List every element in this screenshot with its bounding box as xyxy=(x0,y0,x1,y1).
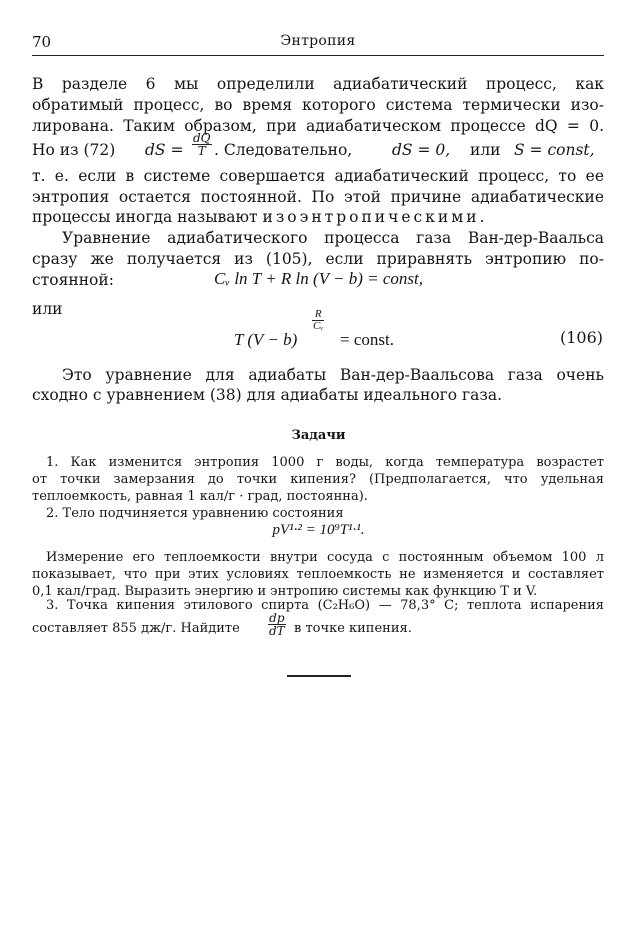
running-title: Энтропия xyxy=(280,33,356,49)
problem-1-line-2: от точки замерзания до точки кипения? (Предполагается, что удельная xyxy=(32,472,604,487)
problems-title: Задачи xyxy=(291,428,346,443)
equation-106-rhs: = const. xyxy=(340,330,394,349)
problem-3-line-1: 3. Точка кипения этилового спирта (C₂H₆O) — 78,3° С; теплота испарения xyxy=(46,598,604,613)
dp-numerator: dp xyxy=(269,611,285,625)
equation-number: (106) xyxy=(560,328,604,347)
problem-1-line-1: 1. Как изменится энтропия 1000 г воды, когда температура возрастет xyxy=(46,455,604,470)
problem-1-line-3: теплоемкость, равная 1 кал/г · град, постоянна). xyxy=(32,489,368,504)
p1-line-1: В разделе 6 мы определили адиабатический процесс, как xyxy=(32,75,604,93)
problem-2-line-2: Измерение его теплоемкости внутри сосуда с постоянным объемом 100 л xyxy=(46,550,604,565)
problem-2-line-1: 2. Тело подчиняется уравнению состояния xyxy=(46,506,344,521)
isoentropic-term: изоэнтропическими. xyxy=(262,208,488,226)
p1-line-2: обратимый процесс, во время которого система термически изо- xyxy=(32,96,604,114)
dq-over-t-fraction xyxy=(192,132,212,157)
problem-3-text-b: в точке кипения. xyxy=(294,621,412,636)
equation-of-state: pV¹·² = 10⁹T¹·¹. xyxy=(272,522,365,538)
p1-line-7 xyxy=(32,207,488,227)
problem-2-line-4: 0,1 кал/град. Выразить энергию и энтропию системы как функцию T и V. xyxy=(32,584,538,599)
ds-equals: dS = xyxy=(145,141,184,159)
p1-line-3: лирована. Таким образом, при адиабатическом процессе dQ = 0. xyxy=(32,117,604,135)
dp-dt-fraction xyxy=(268,612,286,637)
end-rule xyxy=(287,675,351,677)
consequently-text: . Следовательно, xyxy=(214,141,353,159)
problem-3-line-2 xyxy=(32,611,604,644)
exponent-fraction xyxy=(312,309,324,332)
p2-line-2: сразу же получается из (105), если приравнять энтропию по- xyxy=(32,250,604,268)
p1-line-4 xyxy=(32,131,604,164)
page-header xyxy=(32,33,604,56)
fraction-denominator: T xyxy=(197,144,206,158)
p1-line-4-text: Но из (72) xyxy=(32,141,116,159)
exponent-denominator: Cᵥ xyxy=(313,320,324,332)
p3-line-2: сходно с уравнением (38) для адиабаты идеального газа. xyxy=(32,386,503,404)
s-const: S = const, xyxy=(514,141,595,159)
ds-zero: dS = 0, xyxy=(392,141,451,159)
dt-denominator: dT xyxy=(269,624,285,638)
equation-106-base: T (V − b) xyxy=(234,330,298,349)
p2-line-1: Уравнение адиабатического процесса газа Ван-дер-Ваальса xyxy=(62,229,604,247)
or-word: или xyxy=(470,141,501,159)
p1-line-6: энтропия остается постоянной. По этой причине адиабатические xyxy=(32,188,604,206)
exponent-numerator: R xyxy=(312,309,324,321)
equation-adiabat-entropy: Cᵥ ln T + R ln (V − b) = const, xyxy=(213,269,424,288)
problem-3-text-a: составляет 855 дж/г. Найдите xyxy=(32,621,240,636)
page-number: 70 xyxy=(32,33,52,51)
p1-line-5: т. е. если в системе совершается адиабатический процесс, то ее xyxy=(32,167,604,185)
p1-line-7-text: процессы иногда называют xyxy=(32,208,258,226)
fraction-numerator: dQ xyxy=(193,131,211,145)
or-word-line: или xyxy=(32,300,63,318)
problem-2-line-3: показывает, что при этих условиях теплоемкость не изменяется и составляет xyxy=(32,567,604,582)
p2-line-3: стоянной: xyxy=(32,271,114,289)
p3-line-1: Это уравнение для адиабаты Ван-дер-Ваальсова газа очень xyxy=(62,366,604,384)
